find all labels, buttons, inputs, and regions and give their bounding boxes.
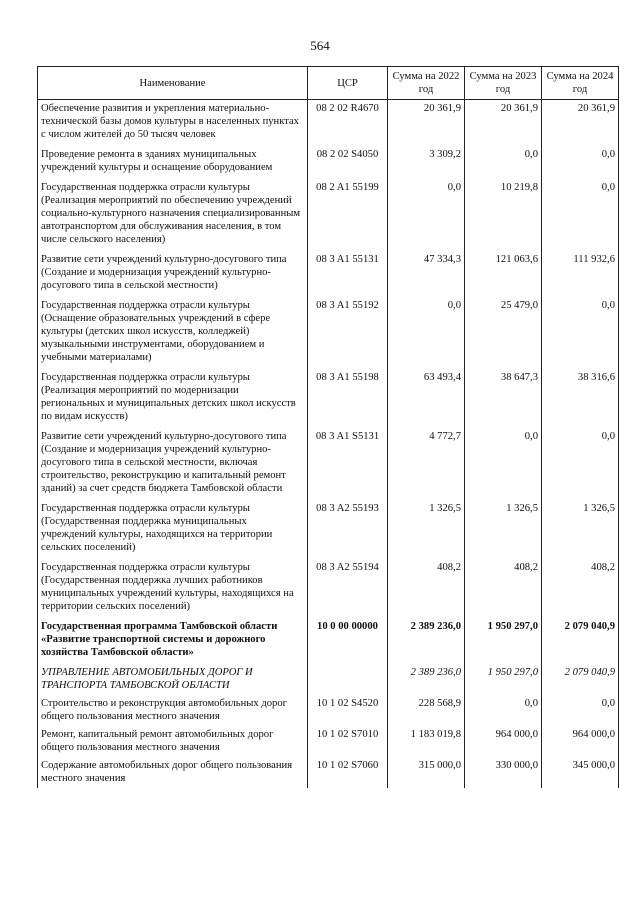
table-row — [38, 500, 619, 559]
row-sum-2022-cell: 3 309,2 — [388, 146, 465, 179]
row-sum-2024-cell: 2 079 040,9 — [542, 664, 619, 695]
row-name-cell: Государственная поддержка отрасли культуры (Государственная поддержка лучших работников муниципальных учреждений культуры, находящихся на территории сельских поселений) — [38, 559, 308, 618]
row-name-cell: Государственная поддержка отрасли культуры (Реализация мероприятий по модернизации региональных и муниципальных детских школ искусств по видам искусств) — [38, 369, 308, 428]
table-row — [38, 618, 619, 664]
row-sum-2023-cell: 964 000,0 — [465, 726, 542, 757]
row-sum-2023-cell: 1 950 297,0 — [465, 664, 542, 695]
row-name-cell: Государственная поддержка отрасли культуры (Государственная поддержка муниципальных учреждений культуры, находящихся на территории сельских поселений) — [38, 500, 308, 559]
row-sum-2023-cell: 0,0 — [465, 146, 542, 179]
page-number: 564 — [310, 38, 330, 53]
row-sum-2022-cell: 20 361,9 — [388, 100, 465, 147]
row-sum-2022-cell: 315 000,0 — [388, 757, 465, 788]
row-name-cell: Развитие сети учреждений культурно-досугового типа (Создание и модернизация учреждений культурно-досугового типа в сельской местности) — [38, 251, 308, 297]
row-sum-2022-cell: 63 493,4 — [388, 369, 465, 428]
table-row — [38, 369, 619, 428]
row-sum-2023-cell: 0,0 — [465, 695, 542, 726]
header-csr: ЦСР — [308, 67, 388, 100]
table-row — [38, 664, 619, 695]
table-row — [38, 100, 619, 147]
row-sum-2024-cell: 1 326,5 — [542, 500, 619, 559]
row-name-cell: УПРАВЛЕНИЕ АВТОМОБИЛЬНЫХ ДОРОГ И ТРАНСПОРТА ТАМБОВСКОЙ ОБЛАСТИ — [38, 664, 308, 695]
row-sum-2023-cell: 1 950 297,0 — [465, 618, 542, 664]
row-csr-cell: 08 3 A1 S5131 — [308, 428, 388, 500]
row-sum-2022-cell: 1 326,5 — [388, 500, 465, 559]
row-sum-2024-cell: 38 316,6 — [542, 369, 619, 428]
row-name-cell: Государственная программа Тамбовской области «Развитие транспортной системы и дорожного хозяйства Тамбовской области» — [38, 618, 308, 664]
row-sum-2022-cell: 0,0 — [388, 179, 465, 251]
row-csr-cell: 10 1 02 S7060 — [308, 757, 388, 788]
row-csr-cell: 08 2 02 S4050 — [308, 146, 388, 179]
row-csr-cell: 08 3 A2 55193 — [308, 500, 388, 559]
row-csr-cell: 08 3 A2 55194 — [308, 559, 388, 618]
row-sum-2022-cell: 2 389 236,0 — [388, 618, 465, 664]
row-sum-2022-cell: 47 334,3 — [388, 251, 465, 297]
table-row — [38, 179, 619, 251]
row-csr-cell: 08 3 A1 55198 — [308, 369, 388, 428]
row-name-cell: Обеспечение развития и укрепления материально-технической базы домов культуры в населенных пунктах с числом жителей до 50 тысяч человек — [38, 100, 308, 147]
row-sum-2024-cell: 0,0 — [542, 179, 619, 251]
budget-table — [37, 66, 619, 788]
table-body — [38, 100, 619, 789]
row-csr-cell — [308, 664, 388, 695]
row-sum-2024-cell: 0,0 — [542, 695, 619, 726]
row-sum-2023-cell: 38 647,3 — [465, 369, 542, 428]
row-name-cell: Содержание автомобильных дорог общего пользования местного значения — [38, 757, 308, 788]
table-header-row — [38, 67, 619, 100]
table-row — [38, 297, 619, 369]
row-name-cell: Государственная поддержка отрасли культуры (Оснащение образовательных учреждений в сфере культуры (детских школ искусств, колледжей) музыкальными инструментами, оборудованием и учебными материалами) — [38, 297, 308, 369]
table-row — [38, 251, 619, 297]
row-sum-2024-cell: 0,0 — [542, 146, 619, 179]
row-sum-2023-cell: 20 361,9 — [465, 100, 542, 147]
row-name-cell: Строительство и реконструкция автомобильных дорог общего пользования местного значения — [38, 695, 308, 726]
header-sum-2023: Сумма на 2023 год — [465, 67, 542, 100]
row-csr-cell: 08 2 A1 55199 — [308, 179, 388, 251]
row-sum-2024-cell: 345 000,0 — [542, 757, 619, 788]
row-csr-cell: 08 2 02 R4670 — [308, 100, 388, 147]
row-name-cell: Проведение ремонта в зданиях муниципальных учреждений культуры и оснащение оборудованием — [38, 146, 308, 179]
row-sum-2024-cell: 408,2 — [542, 559, 619, 618]
row-sum-2022-cell: 2 389 236,0 — [388, 664, 465, 695]
table-row — [38, 757, 619, 788]
header-name: Наименование — [38, 67, 308, 100]
row-csr-cell: 10 1 02 S7010 — [308, 726, 388, 757]
row-sum-2022-cell: 4 772,7 — [388, 428, 465, 500]
table-row — [38, 146, 619, 179]
row-name-cell: Ремонт, капитальный ремонт автомобильных дорог общего пользования местного значения — [38, 726, 308, 757]
row-sum-2024-cell: 964 000,0 — [542, 726, 619, 757]
table-row — [38, 695, 619, 726]
row-csr-cell: 10 1 02 S4520 — [308, 695, 388, 726]
table-row — [38, 726, 619, 757]
header-sum-2024: Сумма на 2024 год — [542, 67, 619, 100]
row-name-cell: Развитие сети учреждений культурно-досугового типа (Создание и модернизация учреждений культурно-досугового типа в сельской местности, включая строительство, реконструкцию и капитальный ремонт зданий) за счет средств бюджета Тамбовской области — [38, 428, 308, 500]
row-sum-2024-cell: 20 361,9 — [542, 100, 619, 147]
row-csr-cell: 08 3 A1 55131 — [308, 251, 388, 297]
row-sum-2024-cell: 0,0 — [542, 297, 619, 369]
row-sum-2024-cell: 0,0 — [542, 428, 619, 500]
row-sum-2022-cell: 228 568,9 — [388, 695, 465, 726]
row-csr-cell: 08 3 A1 55192 — [308, 297, 388, 369]
header-sum-2022: Сумма на 2022 год — [388, 67, 465, 100]
row-name-cell: Государственная поддержка отрасли культуры (Реализация мероприятий по обеспечению учреждений социально-культурного назначения специализированным автотранспортом для обслуживания населения, в том числе сельского населения) — [38, 179, 308, 251]
table-row — [38, 428, 619, 500]
row-sum-2023-cell: 330 000,0 — [465, 757, 542, 788]
row-sum-2022-cell: 1 183 019,8 — [388, 726, 465, 757]
table-row — [38, 559, 619, 618]
row-sum-2023-cell: 121 063,6 — [465, 251, 542, 297]
row-sum-2023-cell: 10 219,8 — [465, 179, 542, 251]
row-sum-2023-cell: 408,2 — [465, 559, 542, 618]
row-csr-cell: 10 0 00 00000 — [308, 618, 388, 664]
row-sum-2022-cell: 408,2 — [388, 559, 465, 618]
row-sum-2023-cell: 1 326,5 — [465, 500, 542, 559]
row-sum-2022-cell: 0,0 — [388, 297, 465, 369]
row-sum-2024-cell: 111 932,6 — [542, 251, 619, 297]
row-sum-2024-cell: 2 079 040,9 — [542, 618, 619, 664]
row-sum-2023-cell: 0,0 — [465, 428, 542, 500]
row-sum-2023-cell: 25 479,0 — [465, 297, 542, 369]
